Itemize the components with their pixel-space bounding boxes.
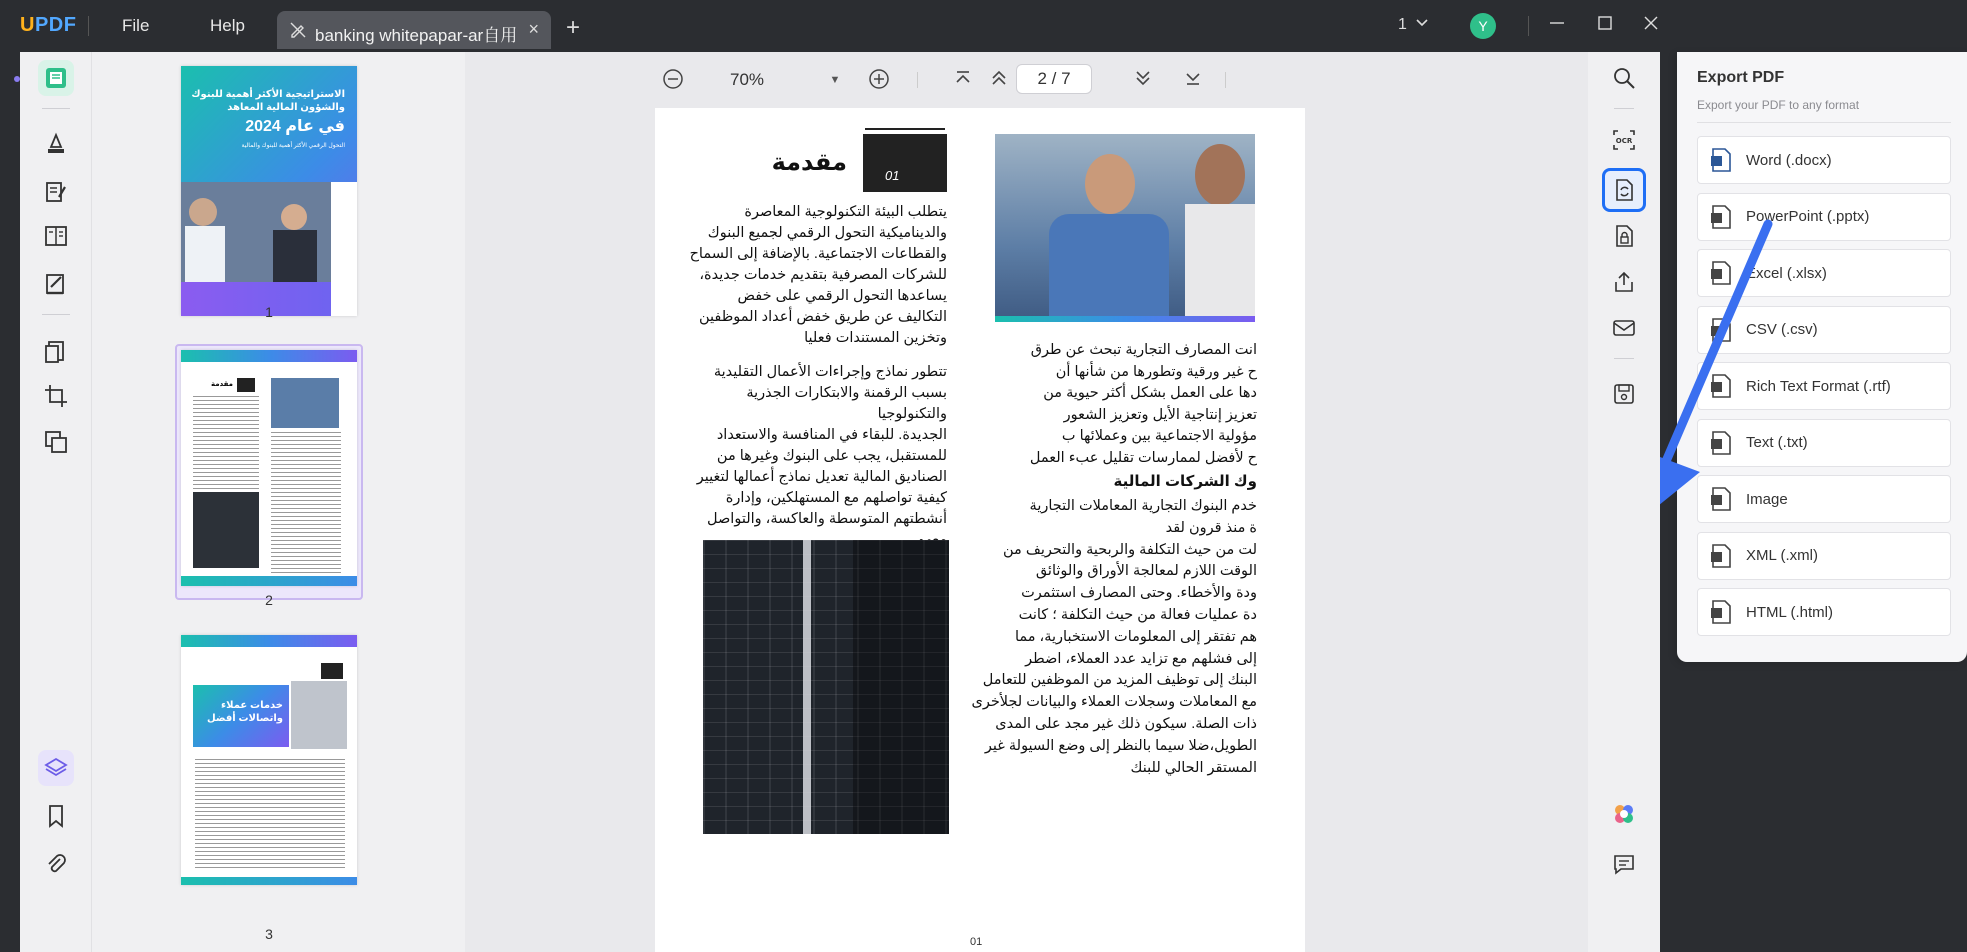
thumb2-photo [271, 378, 339, 428]
thumbnail-page-2[interactable] [181, 350, 357, 586]
sign-document-icon [43, 271, 69, 297]
lock-file-icon [1612, 224, 1636, 248]
user-avatar[interactable]: Y [1470, 13, 1496, 39]
crop-icon [43, 383, 69, 409]
next-page-icon[interactable] [1131, 68, 1155, 92]
layers-button[interactable] [38, 750, 74, 786]
page-layout-icon [43, 223, 69, 249]
right-tool-rail [1588, 52, 1660, 952]
share-icon [1612, 270, 1636, 294]
thumbnail-label-3: 3 [265, 926, 273, 942]
bookmark-button[interactable] [38, 798, 74, 834]
thumb1-subtitle: التحول الرقمي الأكثر أهمية للبنوك والمالية [241, 143, 345, 149]
thumbnail-page-1[interactable] [181, 66, 357, 316]
document-tab[interactable] [277, 11, 551, 49]
mail-icon [1612, 316, 1636, 340]
section-heading: مقدمة [771, 149, 847, 176]
thumb3-heading: خدمات عملاء واتصالات أفضل [206, 700, 283, 724]
zoom-out-icon[interactable] [661, 68, 685, 92]
paperclip-icon [43, 851, 69, 877]
rail-separator [42, 108, 70, 109]
highlighter-icon [43, 131, 69, 157]
pdf-page [655, 108, 1305, 952]
title-divider-2 [1528, 16, 1529, 36]
export-option-label: Excel (.xlsx) [1746, 264, 1827, 282]
thumbnail-label-2: 2 [265, 592, 273, 608]
export-option-label: CSV (.csv) [1746, 321, 1818, 338]
last-page-icon[interactable] [1181, 68, 1205, 92]
page-footer-number: 01 [970, 936, 983, 948]
title-divider [88, 16, 89, 36]
export-option-8[interactable] [1697, 588, 1951, 636]
export-option-label: XML (.xml) [1746, 547, 1818, 564]
thumbnail-page-3[interactable] [181, 635, 357, 885]
reader-icon [43, 65, 69, 91]
edit-document-icon [43, 179, 69, 205]
svg-text:OCR: OCR [1615, 137, 1633, 145]
zoom-dropdown-icon[interactable]: ▼ [829, 74, 841, 86]
intro-paragraph: يتطلب البيئة التكنولوجية المعاصرة والديناميكية التحول الرقمي لجميع البنوك والقطاعات الاجتماعية. بالإضافة إلى السماح للشركات المصرفية بتقديم خدمات جديدة، يساعدها التحول الرقمي على خفض التكاليف عن طريق خفض أعداد الموظفين وتخزين المستندات فعليا [689, 204, 947, 346]
second-paragraph: تتطور نماذج وإجراءات الأعمال التقليدية بسبب الرقمنة والابتكارات الجذرية والتكنولوجيا الجديدة. للبقاء في المنافسة والاستعداد للمستقبل، يجب على البنوك وغيرها من الصناديق المالية تعديل نماذج أعمالها لتغيير كيفية تواصلهم مع المستهلكين، وإدارة أنشطتهم المتوسطة والعاكسة، والتواصل [696, 364, 947, 527]
main-window [20, 52, 1891, 952]
business-photo [995, 134, 1255, 322]
right-paragraph-2: خدم البنوك التجارية المعاملات التجارية ة منذ قرون لقد لت من حيث التكلفة والربحية والتحريف من الوقت اللازم لمعالجة الأوراق والوثائق ودة والأخطاء. وحتى المصارف استثمرت دة عمليات فعالة من حيث التكلفة ؛ كانت هم تفتقر إلى المعلومات الاستخبارية، مما إلى فشلهم مع تزايد عدد العملاء، اضطر البنك إلى توظيف المزيد من الموظفين للتعامل مع المعاملات وسجلات العملاء والبيانات لجلأخرى ذات الصلة. سيكون ذلك غير مجد على المدى الطويل،ضلا سيما بالنظر إلى وضع السيولة غير المستقر الحالي للبنك [971, 498, 1257, 776]
export-pdf-button[interactable] [1602, 168, 1646, 212]
section-number-box [863, 134, 947, 192]
edit-pdf-button[interactable] [38, 174, 74, 210]
page-tools-button[interactable] [38, 334, 74, 370]
export-option-label: HTML (.html) [1746, 603, 1833, 621]
right-subheading: وك الشركات المالية [1113, 473, 1257, 490]
search-button[interactable] [1608, 62, 1640, 94]
rail-separator [42, 314, 70, 315]
view-toolbar [465, 52, 1295, 108]
tab-close-icon[interactable]: × [528, 19, 539, 39]
chevron-down-icon[interactable] [1414, 14, 1430, 35]
document-area [465, 52, 1891, 952]
title-bar [0, 0, 1679, 52]
thumb1-year: في عام 2024 [245, 118, 345, 135]
tab-title: banking whitepapar-ar自用 [315, 26, 518, 45]
word-file-icon [1710, 148, 1732, 172]
export-option-label: Rich Text Format (.rtf) [1746, 377, 1891, 395]
fill-sign-button[interactable] [38, 266, 74, 302]
ocr-button[interactable] [1608, 124, 1640, 156]
menu-file[interactable]: File [122, 16, 150, 35]
save-icon [1612, 382, 1636, 406]
ai-assistant-icon [1612, 802, 1636, 826]
compare-button[interactable] [38, 424, 74, 460]
email-button[interactable] [1608, 312, 1640, 344]
organize-button[interactable] [38, 218, 74, 254]
chat-button[interactable] [1608, 848, 1640, 880]
export-option-label: Word (.docx) [1746, 151, 1832, 169]
xml-file-icon [1710, 544, 1732, 568]
thumb2-heading: مقدمة [211, 381, 233, 388]
export-panel-title: Export PDF [1697, 69, 1785, 86]
menu-help[interactable]: Help [210, 16, 245, 35]
convert-file-icon [1612, 178, 1636, 202]
zoom-in-icon[interactable] [867, 68, 891, 92]
pages-icon [43, 339, 69, 365]
ocr-icon [1612, 128, 1636, 152]
left-tool-rail [20, 52, 92, 952]
attachment-button[interactable] [38, 846, 74, 882]
page-count-indicator[interactable]: 1 [1398, 16, 1407, 33]
share-button[interactable] [1608, 266, 1640, 298]
close-window-icon[interactable] [1642, 14, 1660, 37]
add-tab-button[interactable]: + [566, 14, 581, 41]
export-option-label: Text (.txt) [1746, 434, 1808, 451]
section-number: 01 [885, 168, 900, 183]
maximize-icon[interactable] [1596, 14, 1614, 37]
export-option-label: Image [1746, 490, 1788, 508]
edit-disabled-icon [289, 21, 307, 44]
crop-button[interactable] [38, 378, 74, 414]
export-option-0[interactable] [1697, 136, 1951, 184]
ai-assistant-button[interactable] [1608, 798, 1640, 830]
thumbnails-panel [92, 52, 465, 952]
thumb3-photo [291, 681, 347, 749]
save-button[interactable] [1608, 378, 1640, 410]
minimize-icon[interactable] [1548, 14, 1566, 37]
thumb2-building [193, 492, 259, 568]
bookmark-icon [43, 803, 69, 829]
search-icon [1612, 66, 1636, 90]
zoom-level[interactable]: 70% [730, 70, 765, 89]
comment-button[interactable] [38, 126, 74, 162]
right-paragraph-1: انت المصارف التجارية تبحث عن طرق ح غير ورقية وتطورها من شأنها أن دها على العمل بشكل أكثر حيوية من تعزيز إنتاجية الأيل وتعزيز الشعور مؤولية الاجتماعية بين وعملائها ب ح لأفضل لممارسات تقليل عبء العمل [1029, 342, 1257, 466]
page-number-input[interactable]: 2 / 7 [1016, 64, 1092, 94]
cover-photo [181, 182, 331, 282]
chat-icon [1612, 852, 1636, 876]
previous-page-icon[interactable] [987, 68, 1011, 92]
export-option-label: PowerPoint (.pptx) [1746, 208, 1870, 225]
first-page-icon[interactable] [951, 68, 975, 92]
protect-button[interactable] [1608, 220, 1640, 252]
export-panel-subtitle: Export your PDF to any format [1697, 98, 1860, 112]
layers-icon [43, 755, 69, 781]
compare-icon [43, 429, 69, 455]
html-file-icon [1710, 600, 1732, 624]
reader-mode-button[interactable] [38, 60, 74, 96]
updf-logo: UPDF [20, 14, 77, 36]
thumbnail-label-1: 1 [265, 304, 273, 320]
building-photo [703, 540, 949, 834]
thumb1-title: الاستراتيجية الأكثر أهمية للبنوك والشؤون المالية المعاهد [191, 89, 345, 113]
